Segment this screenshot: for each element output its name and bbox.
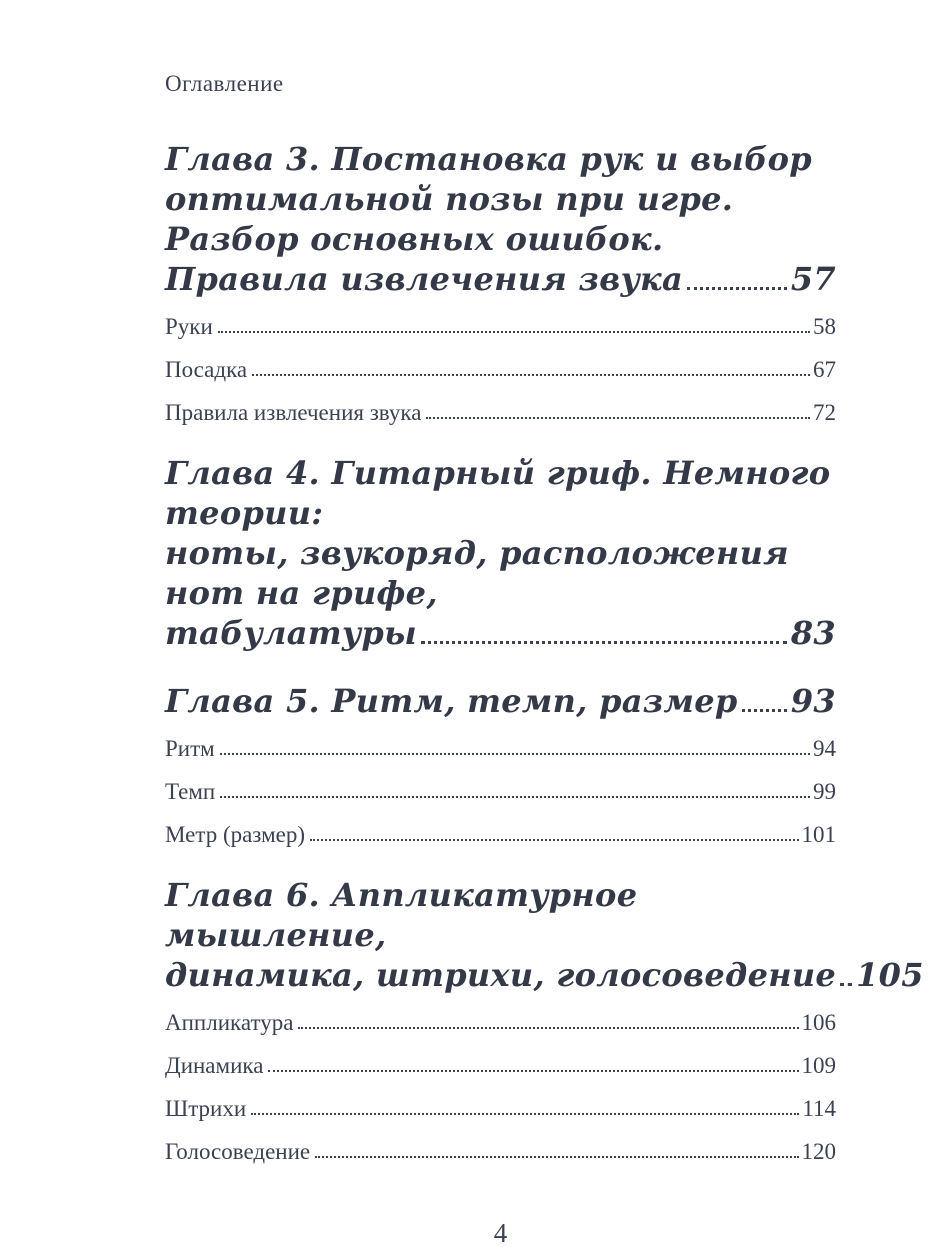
entry-page-number: 109 [801, 1053, 836, 1078]
toc-row [165, 737, 836, 761]
dot-leader [251, 1113, 799, 1115]
dot-leader [742, 709, 787, 712]
toc-sub-entry [165, 823, 836, 847]
entry-title: Штрихи [165, 1096, 247, 1121]
chapter-title-line: Глава 3. Постановка рук и выбор [165, 140, 812, 178]
entry-title: Голосоведение [165, 1139, 311, 1164]
entry-page-number: 58 [813, 314, 836, 339]
toc-sub-entry [165, 780, 836, 804]
entry-title: Метр (размер) [165, 822, 305, 847]
entry-page-number: 99 [813, 779, 836, 804]
toc-row [165, 955, 924, 995]
entry-page-number: 106 [801, 1010, 836, 1035]
toc-row [165, 780, 836, 804]
toc-row [165, 358, 836, 382]
entry-page-number: 105 [856, 956, 924, 994]
entry-title: динамика, штрихи, голосоведение [165, 956, 837, 994]
entry-title: Динамика [165, 1053, 264, 1078]
toc-sub-entry [165, 1140, 836, 1164]
entry-title: Ритм [165, 736, 215, 761]
dot-leader [298, 1027, 798, 1029]
entry-title: Глава 5. Ритм, темп, размер [165, 682, 738, 720]
dot-leader [421, 641, 787, 644]
entry-title: Руки [165, 314, 213, 339]
chapter-title-line: ноты, звукоряд, расположения нот на грифе, [165, 534, 789, 612]
toc-sub-entry [165, 1054, 836, 1078]
entry-page-number: 57 [790, 260, 836, 298]
entry-page-number: 72 [813, 400, 836, 425]
entry-title: Темп [165, 779, 216, 804]
toc-sub-entry [165, 358, 836, 382]
dot-leader [840, 983, 852, 986]
toc-row [165, 1054, 836, 1078]
toc-row [165, 613, 836, 653]
toc-list [165, 139, 924, 1164]
toc-chapter-entry [165, 453, 836, 653]
toc-sub-entry [165, 737, 836, 761]
chapter-title-line: Глава 4. Гитарный гриф. Немного теории: [165, 454, 831, 532]
toc-row [165, 1011, 836, 1035]
dot-leader [315, 1156, 798, 1158]
entry-title: Аппликатура [165, 1010, 294, 1035]
dot-leader [220, 796, 810, 798]
chapter-title-line: Разбор основных ошибок. [165, 220, 664, 258]
entry-page-number: 114 [802, 1096, 836, 1121]
entry-title: Правила извлечения звука [165, 400, 422, 425]
entry-page-number: 101 [801, 822, 836, 847]
toc-header: Оглавление [165, 71, 284, 96]
dot-leader [268, 1070, 798, 1072]
toc-row [165, 1140, 836, 1164]
dot-leader [310, 839, 799, 841]
chapter-title-line: оптимальной позы при игре. [165, 180, 734, 218]
entry-title: табулатуры [165, 614, 417, 652]
toc-row [165, 681, 836, 721]
toc-row [165, 1097, 836, 1121]
dot-leader [687, 287, 787, 290]
entry-page-number: 83 [790, 614, 836, 652]
page-content [165, 70, 924, 1247]
toc-chapter-entry [165, 681, 836, 721]
entry-page-number: 93 [790, 682, 836, 720]
toc-row [165, 823, 836, 847]
toc-row [165, 259, 836, 299]
page-number-footer: 4 [493, 1218, 508, 1247]
chapter-title-line: Глава 6. Аппликатурное мышление, [165, 876, 638, 954]
toc-chapter-entry [165, 875, 924, 995]
toc-row [165, 401, 836, 425]
entry-title: Правила извлечения звука [165, 260, 684, 298]
toc-sub-entry [165, 1011, 836, 1035]
toc-sub-entry [165, 1097, 836, 1121]
toc-sub-entry [165, 315, 836, 339]
dot-leader [218, 331, 810, 333]
dot-leader [426, 417, 810, 419]
entry-title: Посадка [165, 357, 248, 382]
toc-row [165, 315, 836, 339]
toc-sub-entry [165, 401, 836, 425]
entry-page-number: 67 [813, 357, 836, 382]
dot-leader [220, 753, 810, 755]
dot-leader [252, 374, 810, 376]
entry-page-number: 94 [813, 736, 836, 761]
toc-chapter-entry [165, 139, 836, 299]
entry-page-number: 120 [801, 1139, 836, 1164]
